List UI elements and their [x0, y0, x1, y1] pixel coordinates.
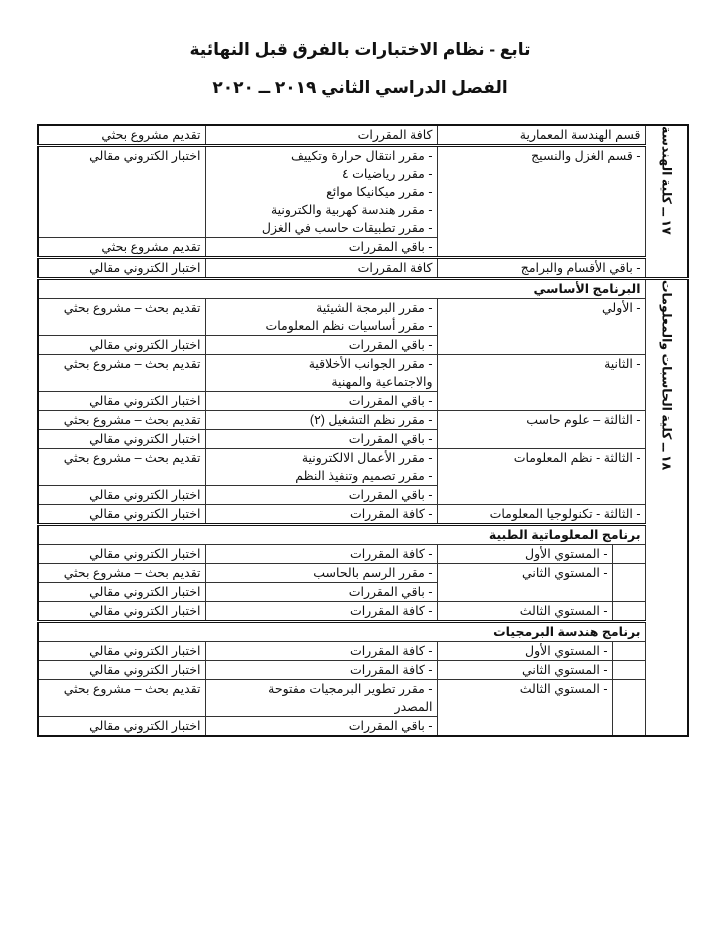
- course-item: - مقرر تطبيقات حاسب في الغزل: [261, 221, 433, 235]
- college-cell-engineering: [645, 125, 688, 279]
- table-row: [38, 279, 688, 299]
- section-cell: - الثانية: [437, 355, 645, 411]
- course-item: - مقرر أساسيات نظم المعلومات: [265, 319, 433, 333]
- table-row: [38, 449, 688, 486]
- exam-method-cell: اختبار الكتروني مقالي: [38, 545, 205, 564]
- courses-cell: - كافة المقررات: [205, 602, 437, 622]
- course-item: - مقرر انتقال حرارة وتكييف: [290, 149, 433, 163]
- college-name: ١٨ ــ كلية الحاسبات والمعلومات: [659, 280, 674, 471]
- course-item: والاجتماعية والمهنية: [331, 375, 433, 389]
- courses-cell: - كافة المقررات: [205, 642, 437, 661]
- college-name: ١٧ ــ كلية الهندسة: [659, 126, 674, 235]
- courses-cell: - باقي المقررات: [205, 583, 437, 602]
- exam-method-cell: اختبار الكتروني مقالي: [38, 430, 205, 449]
- section-cell: قسم الهندسة المعمارية: [437, 125, 645, 146]
- table-row: [38, 411, 688, 430]
- course-item: - مقرر الجوانب الأخلاقية: [308, 357, 433, 371]
- table-row: [38, 622, 688, 642]
- program-title: البرنامج الأساسي: [38, 279, 645, 299]
- courses-cell: - مقرر نظم التشغيل (٢): [205, 411, 437, 430]
- program-title: برنامج المعلوماتية الطبية: [38, 525, 645, 545]
- section-cell: - باقي الأقسام والبرامج: [437, 258, 645, 279]
- exam-method-cell: اختبار الكتروني مقالي: [38, 661, 205, 680]
- level-cell: - المستوي الثالث: [437, 680, 612, 737]
- section-cell: - الثالثة – علوم حاسب: [437, 411, 645, 449]
- course-item: - مقرر رياضيات ٤: [341, 167, 433, 181]
- table-row: [38, 525, 688, 545]
- section-cell: - الثالثة - تكنولوجيا المعلومات: [437, 505, 645, 525]
- exam-system-table: [37, 124, 689, 737]
- blank-cell: [612, 680, 645, 737]
- table-row: [38, 355, 688, 392]
- exam-method-cell: اختبار الكتروني مقالي: [38, 336, 205, 355]
- course-item: - مقرر تطوير البرمجيات مفتوحة: [268, 682, 433, 696]
- exam-method-cell: اختبار الكتروني مقالي: [38, 717, 205, 737]
- document-title: تابع - نظام الاختبارات بالفرق قبل النهائية: [189, 40, 531, 59]
- courses-cell: [205, 146, 437, 238]
- document-subtitle: الفصل الدراسي الثاني ٢٠١٩ ــ ٢٠٢٠: [212, 78, 508, 97]
- exam-method-cell: اختبار الكتروني مقالي: [38, 258, 205, 279]
- blank-cell: [612, 602, 645, 622]
- courses-cell: - كافة المقررات: [205, 661, 437, 680]
- courses-cell: [205, 299, 437, 336]
- exam-method-cell: تقديم مشروع بحثي: [38, 238, 205, 258]
- table-row: [38, 661, 688, 680]
- courses-cell: - باقي المقررات: [205, 238, 437, 258]
- section-cell: - الأولي: [437, 299, 645, 355]
- level-cell: - المستوي الأول: [437, 545, 612, 564]
- exam-method-cell: اختبار الكتروني مقالي: [38, 583, 205, 602]
- level-cell: - المستوي الثالث: [437, 602, 612, 622]
- table-row: [38, 545, 688, 564]
- exam-method-cell: اختبار الكتروني مقالي: [38, 642, 205, 661]
- courses-cell: - باقي المقررات: [205, 430, 437, 449]
- courses-cell: [205, 449, 437, 486]
- section-cell: - الثالثة - نظم المعلومات: [437, 449, 645, 505]
- courses-cell: - كافة المقررات: [205, 505, 437, 525]
- table-row: [38, 258, 688, 279]
- exam-method-cell: تقديم مشروع بحثي: [38, 125, 205, 146]
- table-row: [38, 146, 688, 238]
- exam-method-cell: تقديم بحث – مشروع بحثي: [38, 680, 205, 717]
- section-cell: - قسم الغزل والنسيج: [437, 146, 645, 258]
- courses-cell: كافة المقررات: [205, 125, 437, 146]
- courses-cell: - باقي المقررات: [205, 392, 437, 411]
- exam-method-cell: اختبار الكتروني مقالي: [38, 505, 205, 525]
- table-row: [38, 299, 688, 336]
- exam-method-cell: تقديم بحث – مشروع بحثي: [38, 411, 205, 430]
- table-row: [38, 642, 688, 661]
- courses-cell: - مقرر الرسم بالحاسب: [205, 564, 437, 583]
- course-item: - مقرر الأعمال الالكترونية: [301, 451, 433, 465]
- courses-cell: [205, 355, 437, 392]
- blank-cell: [612, 564, 645, 602]
- exam-method-cell: تقديم بحث – مشروع بحثي: [38, 449, 205, 486]
- blank-cell: [612, 545, 645, 564]
- exam-method-cell: اختبار الكتروني مقالي: [38, 392, 205, 411]
- blank-cell: [612, 642, 645, 661]
- level-cell: - المستوي الثاني: [437, 564, 612, 602]
- college-cell-computing: [645, 279, 688, 737]
- courses-cell: - باقي المقررات: [205, 717, 437, 737]
- exam-method-cell: تقديم بحث – مشروع بحثي: [38, 564, 205, 583]
- course-item: - مقرر هندسة كهربية والكترونية: [270, 203, 433, 217]
- table-row: [38, 564, 688, 583]
- table-row: [38, 125, 688, 146]
- level-cell: - المستوي الثاني: [437, 661, 612, 680]
- course-item: - مقرر تصميم وتنفيذ النظم: [295, 469, 433, 483]
- level-cell: - المستوي الأول: [437, 642, 612, 661]
- table-row: [38, 680, 688, 717]
- table-row: [38, 505, 688, 525]
- courses-cell: - باقي المقررات: [205, 486, 437, 505]
- exam-method-cell: اختبار الكتروني مقالي: [38, 486, 205, 505]
- exam-method-cell: اختبار الكتروني مقالي: [38, 146, 205, 238]
- exam-method-cell: تقديم بحث – مشروع بحثي: [38, 299, 205, 336]
- courses-cell: كافة المقررات: [205, 258, 437, 279]
- courses-cell: [205, 680, 437, 717]
- program-title: برنامج هندسة البرمجيات: [38, 622, 645, 642]
- blank-cell: [612, 661, 645, 680]
- course-item: - مقرر البرمجة الشيئية: [316, 301, 433, 315]
- course-item: - مقرر ميكانيكا موائع: [326, 185, 433, 199]
- table-row: [38, 602, 688, 622]
- exam-method-cell: تقديم بحث – مشروع بحثي: [38, 355, 205, 392]
- courses-cell: - باقي المقررات: [205, 336, 437, 355]
- course-item: المصدر: [394, 700, 433, 714]
- exam-method-cell: اختبار الكتروني مقالي: [38, 602, 205, 622]
- courses-cell: - كافة المقررات: [205, 545, 437, 564]
